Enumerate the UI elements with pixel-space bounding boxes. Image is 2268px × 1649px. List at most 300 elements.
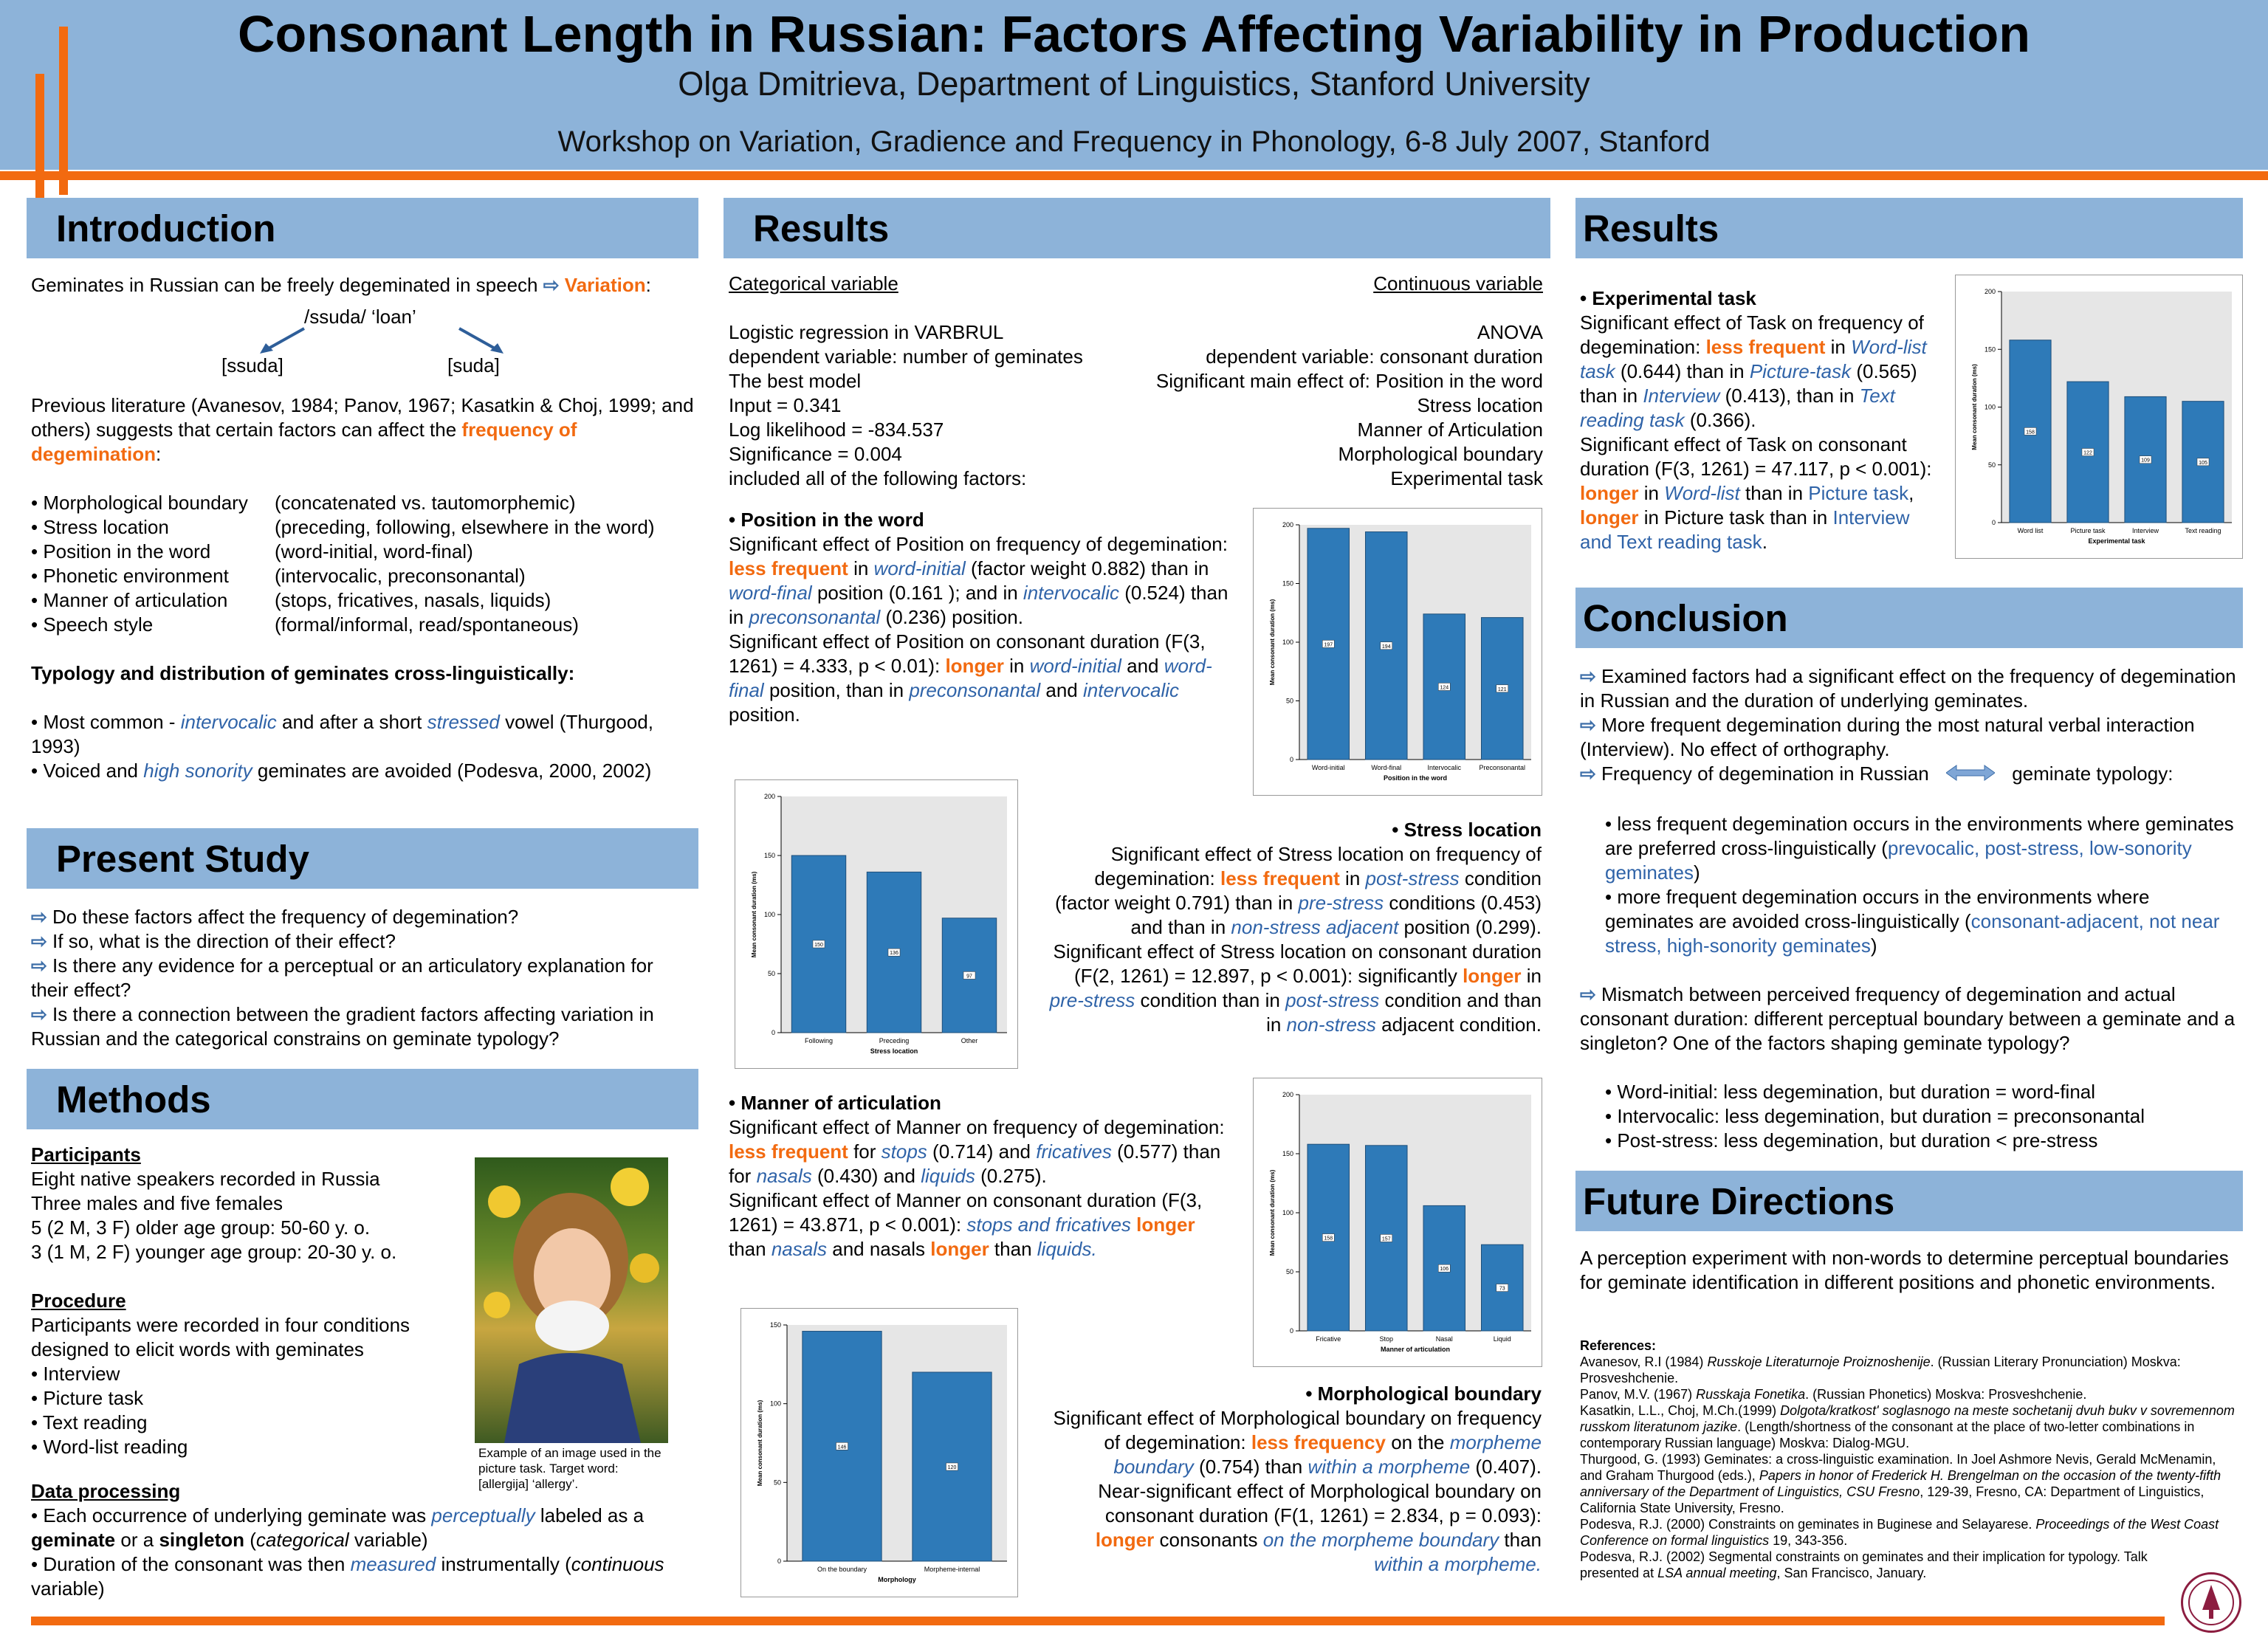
cont-line: Experimental task [1390, 467, 1543, 489]
x-tick-label: Morpheme-internal [924, 1566, 980, 1573]
s-p: non-stress [1286, 1013, 1376, 1036]
s-j: longer [1463, 965, 1522, 987]
cat-line: Log likelihood = -834.537 [729, 419, 944, 441]
procedure-text: Participants were recorded in four conditions designed to elicit words with geminates [31, 1314, 410, 1360]
data-label: 158 [1324, 1236, 1333, 1242]
factor-name: • Phonetic environment [31, 565, 229, 587]
arrow-icon: ⇨ [31, 906, 47, 928]
ref-a: Thurgood, G. (1993) Geminates: a cross-linguistic examination. In Joel Ashmore Nevis, Gerald McMenamin, and Graham Thurgood (eds.), [1580, 1452, 2216, 1483]
t-q: Picture task [1808, 482, 1909, 504]
t1c: and after a short [282, 711, 422, 733]
conclusion-text: Frequency of degemination in Russian [1601, 762, 1929, 785]
chart-stress-svg [735, 780, 1017, 1068]
data-label: 146 [837, 1445, 847, 1450]
stress-text [1041, 842, 1542, 1037]
d1i: variable) [354, 1529, 428, 1551]
prev-text: Previous literature (Avanesov, 1984; Panov, 1967; Kasatkin & Choj, 1999; and others) suggests that certain factors can affect the [31, 394, 694, 441]
s-e: condition (factor weight 0.791) than in [1054, 867, 1542, 914]
y-tick-label: 150 [1984, 345, 1996, 354]
x-tick-label: Preceding [879, 1037, 910, 1044]
intro-heading: Introduction [27, 198, 698, 258]
condition-item: • Interview [31, 1363, 120, 1385]
question-text: If so, what is the direction of their effect? [52, 930, 396, 952]
x-axis-label: Position in the word [1384, 774, 1447, 782]
factor-name: • Morphological boundary [31, 492, 248, 514]
m-t: liquids. [1037, 1238, 1097, 1260]
conclusion-item [1580, 982, 2241, 1056]
data-line-2 [31, 1552, 695, 1601]
m-n: longer [1136, 1213, 1195, 1236]
sneezing-girl-photo [475, 1157, 668, 1443]
participants-line: 3 (1 M, 2 F) younger age group: 20-30 y. o. [31, 1241, 397, 1263]
reference-item [1580, 1354, 2237, 1386]
results-right-heading: Results [1575, 198, 2243, 258]
s-n: post-stress [1285, 989, 1380, 1011]
p-t: and [1045, 679, 1078, 701]
t-b: less frequent [1705, 336, 1826, 358]
factor-row [31, 613, 695, 637]
chart-stress [735, 779, 1018, 1069]
factor-desc: (intervocalic, preconsonantal) [275, 565, 526, 587]
typology-item-2 [31, 759, 695, 783]
p-b: less frequent [729, 557, 848, 579]
variation-word: /ssuda/ ‘loan’ [304, 306, 416, 328]
participants-heading: Participants [31, 1143, 141, 1166]
y-tick-label: 100 [763, 911, 775, 918]
b1c: ) [1693, 861, 1700, 884]
ref-i: Proceedings of the West Coast Conference on formal linguistics [1580, 1517, 2219, 1548]
data-label: 136 [890, 951, 898, 957]
morph-heading: • Morphological boundary [1305, 1383, 1542, 1405]
question-item [31, 1002, 695, 1051]
m-d: stops [881, 1140, 927, 1163]
intro-body [31, 273, 695, 783]
d1f: singleton [159, 1529, 244, 1551]
data-label: 150 [814, 943, 823, 948]
m-j: liquids [921, 1165, 975, 1187]
m-q: and nasals [832, 1238, 925, 1260]
data-heading: Data processing [31, 1480, 181, 1502]
data-label: 109 [2141, 458, 2150, 464]
mb-i: longer [1095, 1529, 1155, 1551]
x-axis-label: Stress location [870, 1047, 918, 1055]
p-i: (0.524) than in [729, 582, 1228, 628]
stress-heading: • Stress location [1392, 819, 1542, 841]
m-f: fricatives [1036, 1140, 1112, 1163]
x-tick-label: Text reading [2185, 527, 2221, 534]
y-tick-label: 100 [769, 1400, 781, 1408]
y-tick-label: 200 [1282, 1091, 1293, 1098]
d1g: ( [250, 1529, 256, 1551]
y-tick-label: 100 [1282, 1209, 1293, 1216]
results-mid-heading: Results [724, 198, 1550, 258]
factor-name: • Manner of articulation [31, 589, 228, 611]
variation-label: Variation [564, 274, 646, 296]
cont-line: Stress location [1417, 394, 1543, 416]
t-u: Interview and Text reading task [1580, 506, 1910, 553]
arrow-icon: ⇨ [1580, 982, 1596, 1005]
question-item [31, 954, 695, 1002]
y-tick-label: 200 [763, 793, 775, 800]
d1c: labeled as a [540, 1504, 645, 1526]
cat-line: dependent variable: number of geminates [729, 345, 1083, 368]
m-m: stops and fricatives [966, 1213, 1131, 1236]
y-tick-label: 0 [777, 1557, 781, 1565]
ref-b: 19, 343-356. [1769, 1533, 1848, 1548]
p-v: position. [729, 703, 800, 726]
cat-heading: Categorical variable [729, 272, 898, 295]
conclusion-item [1580, 664, 2241, 713]
accent-bar-top [0, 171, 2268, 180]
p-l: Significant effect of Position on consonant duration (F(3, 1261) = 4.333, p < 0.01): [729, 630, 1206, 677]
typology-heading: Typology and distribution of geminates cross-linguistically: [31, 662, 575, 684]
factor-desc: (word-initial, word-final) [275, 540, 473, 562]
poster-author: Olga Dmitrieva, Department of Linguistics, Stanford University [678, 65, 1590, 103]
ref-a: Podesva, R.J. (2002) Segmental constraints on geminates and their implication for typology. Talk presented at [1580, 1549, 2148, 1580]
stress-block [1041, 818, 1542, 1037]
participants-line: Eight native speakers recorded in Russia [31, 1168, 380, 1190]
data-label: 122 [2083, 450, 2092, 456]
question-item [31, 929, 695, 954]
s-c: in [1345, 867, 1361, 889]
mb-a: Significant effect of Morphological boundary on frequency of degemination: [1053, 1407, 1542, 1453]
p-n: in [1009, 655, 1025, 677]
y-axis-label: Mean consonant duration (ms) [1269, 1169, 1276, 1256]
x-tick-label: Intervocalic [1427, 764, 1462, 771]
mb-c: on the [1391, 1431, 1445, 1453]
future-text: A perception experiment with non-words to determine perceptual boundaries for geminate identification in different positions and phonetic environments. [1580, 1247, 2229, 1293]
x-tick-label: Preconsonantal [1479, 764, 1526, 771]
data-label: 197 [1324, 642, 1333, 648]
chart-manner [1253, 1078, 1542, 1367]
mb-j: consonants [1159, 1529, 1258, 1551]
mb-d: morpheme boundary [1113, 1431, 1542, 1478]
p-c: in [853, 557, 869, 579]
poster-title: Consonant Length in Russian: Factors Affecting Variability in Production [237, 5, 2031, 63]
arrow-icon: ⇨ [1580, 714, 1596, 736]
chart-position-svg [1254, 509, 1542, 795]
t1a: • Most common - [31, 711, 176, 733]
participants-line: 5 (2 M, 3 F) older age group: 50-60 y. o. [31, 1216, 371, 1239]
data-label: 106 [1440, 1267, 1449, 1273]
m-r: longer [930, 1238, 989, 1260]
t-t: in Picture task than in [1643, 506, 1828, 529]
t1b: intervocalic [180, 711, 277, 733]
cat-line: included all of the following factors: [729, 467, 1027, 489]
y-tick-label: 150 [763, 852, 775, 859]
t-l: Significant effect of Task on consonant duration (F(3, 1261) = 47.117, p < 0.001): [1580, 433, 1932, 480]
task-heading: • Experimental task [1580, 287, 1756, 309]
conclusion-text: Examined factors had a significant effect on the frequency of degemination in Russian and the duration of underlying geminates. [1580, 665, 2236, 712]
data-label: 158 [2026, 430, 2035, 436]
factor-row [31, 540, 695, 564]
ref-a: Kasatkin, L.L., Choj, M.Ch.(1999) [1580, 1403, 1781, 1418]
d1e: or a [120, 1529, 154, 1551]
t-k: (0.366). [1689, 409, 1756, 431]
p-g: position (0.161 ); and in [817, 582, 1018, 604]
p-s: preconsonantal [909, 679, 1041, 701]
data-line-1 [31, 1504, 695, 1552]
p-u: intervocalic [1082, 679, 1180, 701]
x-axis-label: Morphology [878, 1576, 916, 1583]
m-h: nasals [756, 1165, 812, 1187]
y-tick-label: 50 [767, 970, 775, 977]
ref-i: Papers in honor of Frederick H. Brengelman on the occasion of the twenty-fifth anniversary of the Department of Linguistics, CSU Fresno [1580, 1468, 2221, 1499]
y-tick-label: 0 [1289, 1327, 1293, 1335]
data-processing [31, 1479, 695, 1601]
mb-h: Near-significant effect of Morphological boundary on consonant duration (F(1, 1261) = 2.834, p = 0.093): [1098, 1480, 1542, 1526]
reference-item [1580, 1549, 2200, 1581]
x-tick-label: On the boundary [817, 1566, 867, 1573]
b1a: • less frequent degemination occurs in the environments where geminates are preferred cross-linguistically ( [1605, 812, 2234, 859]
p-h: intervocalic [1023, 582, 1119, 604]
factor-row [31, 515, 695, 540]
conclusion-heading: Conclusion [1575, 588, 2243, 648]
data-label: 97 [966, 974, 972, 980]
t-c: in [1830, 336, 1846, 358]
prev-literature: Previous literature (Avanesov, 1984; Panov, 1967; Kasatkin & Choj, 1999; and others) suggests that certain factors can affect the frequency of degemination: [31, 394, 694, 465]
y-axis-label: Mean consonant duration (ms) [1971, 364, 1978, 450]
double-arrow-icon [1946, 763, 1995, 788]
d1d: geminate [31, 1529, 116, 1551]
arrow-right-line [459, 328, 496, 349]
s-b: less frequent [1220, 867, 1340, 889]
t-a: Significant effect of Task on frequency of degemination: [1580, 311, 1924, 358]
y-tick-label: 50 [1285, 1268, 1293, 1276]
factor-desc: (preceding, following, elsewhere in the word) [275, 516, 655, 538]
t-g: (0.565) than in [1580, 360, 1917, 407]
b2c: ) [1870, 934, 1877, 957]
factor-row [31, 491, 695, 515]
y-tick-label: 50 [1285, 697, 1293, 705]
arrow-icon: ⇨ [1580, 665, 1596, 687]
typology-item-1 [31, 710, 695, 759]
p-r: position, than in [769, 679, 904, 701]
t-i: (0.413), than in [1725, 385, 1855, 407]
s-g: conditions (0.453) and than in [1130, 892, 1542, 938]
y-tick-label: 0 [1991, 519, 1996, 526]
mb-e: (0.754) than [1199, 1456, 1303, 1478]
t2c: geminates are avoided (Podesva, 2000, 2002) [257, 760, 652, 782]
y-tick-label: 50 [773, 1478, 781, 1487]
x-tick-label: Fricative [1316, 1335, 1341, 1343]
y-axis-label: Mean consonant duration (ms) [757, 1400, 763, 1487]
p-o: word-initial [1029, 655, 1121, 677]
condition-item: • Text reading [31, 1411, 148, 1433]
question-item [31, 905, 695, 929]
s-f: pre-stress [1298, 892, 1384, 914]
arrow-left-line [267, 328, 304, 349]
s-q: adjacent condition. [1381, 1013, 1542, 1036]
x-axis-label: Manner of articulation [1380, 1346, 1451, 1353]
p-j: preconsonantal [749, 606, 881, 628]
manner-heading: • Manner of articulation [729, 1092, 941, 1114]
chart-morphology-svg [741, 1309, 1017, 1597]
m-b: less frequent [729, 1140, 848, 1163]
ref-b: , 129-39, Fresno, CA: Department of Linguistics, California State University, Fresno. [1580, 1484, 2205, 1515]
methods-heading: Methods [27, 1069, 698, 1129]
b2a: • more frequent degemination occurs in the environments where geminates are avoided cross-linguistically ( [1605, 885, 2150, 932]
x-tick-label: Picture task [2070, 527, 2106, 534]
data-label: 121 [1497, 686, 1507, 692]
y-tick-label: 150 [769, 1321, 781, 1329]
flower-shape [611, 1168, 649, 1206]
flower-shape [484, 1292, 510, 1318]
factor-name: • Speech style [31, 613, 154, 636]
t-n: in [1643, 482, 1659, 504]
procedure-heading: Procedure [31, 1290, 126, 1312]
reference-item [1580, 1386, 2237, 1402]
mb-l: than [1504, 1529, 1542, 1551]
ref-i: Russkoje Literaturnoje Proiznoshenije [1707, 1354, 1931, 1369]
variation-diagram [31, 297, 695, 379]
flower-shape [488, 1185, 520, 1218]
manner-block [729, 1091, 1231, 1261]
t-h: Interview [1643, 385, 1720, 407]
cat-line: The best model [729, 370, 862, 392]
m-s: than [994, 1238, 1032, 1260]
cont-heading: Continuous variable [1373, 272, 1543, 295]
m-e: (0.714) and [932, 1140, 1031, 1163]
s-i: position (0.299). Significant effect of Stress location on consonant duration (F(2, 1261) = 12.897, p < 0.001): significantly [1053, 916, 1542, 987]
s-h: non-stress adjacent [1231, 916, 1399, 938]
present-body [31, 905, 695, 1051]
cat-line: Input = 0.341 [729, 394, 842, 416]
t-v: . [1762, 531, 1767, 553]
x-axis-label: Experimental task [2088, 537, 2145, 545]
arrow-icon: ⇨ [31, 930, 47, 952]
x-tick-label: Stop [1379, 1335, 1394, 1343]
cont-line: ANOVA [1477, 321, 1543, 343]
methods-body [31, 1143, 474, 1459]
p-p: and [1127, 655, 1159, 677]
flower-shape [630, 1253, 659, 1283]
factor-list [31, 491, 695, 637]
s-k: in [1526, 965, 1542, 987]
t-d: Word-list task [1580, 336, 1927, 382]
position-heading: • Position in the word [729, 509, 924, 531]
data-label: 120 [947, 1465, 957, 1470]
conclusion-sub-item [1605, 812, 2241, 885]
participants-line: Three males and five females [31, 1192, 284, 1214]
p-a: Significant effect of Position on frequency of degemination: [729, 533, 1228, 555]
m-c: for [853, 1140, 876, 1163]
ref-b: . (Russian Literary Pronunciation) Moskva: Prosveshchenie. [1580, 1354, 2181, 1385]
y-tick-label: 150 [1282, 579, 1293, 588]
m-i: (0.430) and [817, 1165, 915, 1187]
question-text: Do these factors affect the frequency of degemination? [52, 906, 519, 928]
x-tick-label: Nasal [1435, 1335, 1453, 1343]
poster-workshop: Workshop on Variation, Gradience and Frequency in Phonology, 6-8 July 2007, Stanford [557, 125, 1711, 158]
mismatch-item: • Post-stress: less degemination, but duration < pre-stress [1605, 1129, 2098, 1151]
m-p: nasals [771, 1238, 827, 1260]
p-k: (0.236) position. [885, 606, 1023, 628]
ref-i: LSA annual meeting [1657, 1566, 1777, 1580]
y-tick-label: 100 [1282, 638, 1293, 646]
university-seal [2181, 1572, 2241, 1633]
m-k: (0.275). [980, 1165, 1047, 1187]
ref-b: . (Russian Phonetics) Moskva: Prosveshchenie. [1805, 1387, 2087, 1402]
ref-i: Russkaja Fonetika [1696, 1387, 1806, 1402]
p-f: word-final [729, 582, 812, 604]
chart-manner-svg [1254, 1078, 1542, 1366]
data-label: 73 [1499, 1286, 1505, 1292]
cont-block [1137, 272, 1543, 491]
s-d: post-stress [1365, 867, 1460, 889]
data-label: 194 [1381, 644, 1391, 650]
x-tick-label: Interview [2131, 527, 2159, 534]
mismatch-list [1605, 1080, 2241, 1153]
photo-illustration [475, 1157, 668, 1443]
ref-a: Podesva, R.J. (2000) Constraints on geminates in Buginese and Selayarese. [1580, 1517, 2036, 1532]
arrow-icon: ⇨ [543, 274, 560, 296]
y-tick-label: 0 [1289, 756, 1293, 763]
mb-f: within a morpheme [1307, 1456, 1471, 1478]
mismatch-item: • Word-initial: less degemination, but duration = word-final [1605, 1080, 2096, 1103]
y-tick-label: 200 [1282, 521, 1293, 529]
d2f: variable) [31, 1577, 105, 1600]
t-m: longer [1580, 482, 1639, 504]
t-p: than in [1745, 482, 1804, 504]
m-l: Significant effect of Manner on consonant duration (F(3, 1261) = 43.871, p < 0.001): [729, 1189, 1203, 1236]
x-tick-label: Word-initial [1311, 764, 1345, 771]
y-axis-label: Mean consonant duration (ms) [1269, 599, 1276, 686]
ref-a: Avanesov, R.I (1984) [1580, 1354, 1708, 1369]
y-tick-label: 150 [1282, 1150, 1293, 1157]
arrow-icon: ⇨ [31, 1003, 47, 1025]
condition-item: • Word-list reading [31, 1436, 188, 1458]
factor-desc: (concatenated vs. tautomorphemic) [275, 492, 576, 514]
d2a: • Duration of the consonant was then [31, 1553, 346, 1575]
conclusion-sub-item [1605, 885, 2241, 958]
tissue-shape [535, 1301, 609, 1351]
d1b: perceptually [431, 1504, 535, 1526]
arrow-icon: ⇨ [1580, 762, 1596, 785]
chart-task [1955, 275, 2243, 559]
ref-b: . (Length/shortness of the consonant at the place of two-letter combinations in contemporary Russian language) Moskva: Dialog-MGU. [1580, 1419, 2195, 1450]
cont-line: dependent variable: consonant duration [1206, 345, 1543, 368]
prev-highlight: frequency of degemination [31, 419, 577, 465]
reference-item [1580, 1516, 2237, 1549]
data-label: 105 [2199, 460, 2207, 466]
t2b: high sonority [143, 760, 252, 782]
seal-tree-icon [2183, 1574, 2239, 1631]
morph-text [1048, 1406, 1542, 1577]
chart-morphology [740, 1308, 1018, 1597]
t-e: (0.644) than in [1620, 360, 1745, 382]
factor-desc: (formal/informal, read/spontaneous) [275, 613, 579, 636]
p-m: longer [945, 655, 1004, 677]
future-heading: Future Directions [1575, 1171, 2243, 1231]
factor-row [31, 588, 695, 613]
x-tick-label: Other [961, 1037, 978, 1044]
mb-b: less frequency [1251, 1431, 1386, 1453]
reference-item [1580, 1402, 2237, 1451]
cont-line: Morphological boundary [1338, 443, 1543, 465]
t-r: , [1908, 482, 1914, 504]
p-d: word-initial [873, 557, 966, 579]
intro-lead: Geminates in Russian can be freely degeminated in speech ⇨ Variation: [31, 274, 651, 296]
references [1580, 1338, 2237, 1581]
cat-line: Significance = 0.004 [729, 443, 902, 465]
t1e: vowel (Thurgood, 1993) [31, 711, 653, 757]
p-q: word-final [729, 655, 1212, 701]
photo-caption: Example of an image used in the picture task. Target word: [allergija] ‘allergy’. [478, 1446, 662, 1491]
s-m: condition than in [1140, 989, 1280, 1011]
m-o: than [729, 1238, 766, 1260]
ref-b: , San Francisco, January. [1776, 1566, 1927, 1580]
chart-task-svg [1956, 275, 2242, 558]
